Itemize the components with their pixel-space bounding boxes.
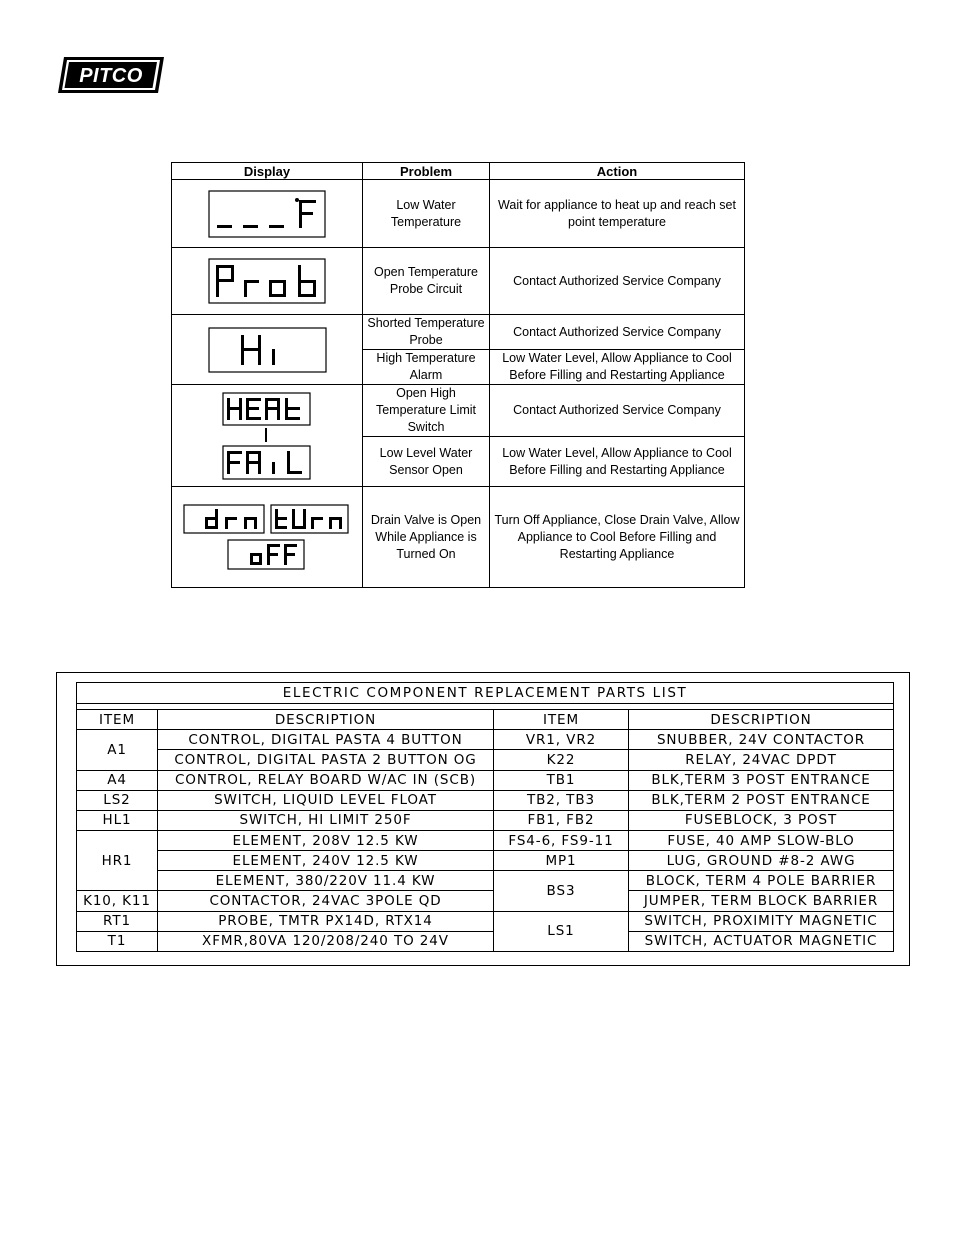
part-item: HR1 bbox=[77, 831, 158, 891]
trouble-header-row bbox=[172, 163, 745, 180]
problem-cell: Low Water Temperature bbox=[363, 180, 490, 248]
parts-row bbox=[77, 790, 894, 810]
part-description: LUG, GROUND #8-2 AWG bbox=[629, 851, 894, 871]
part-description: SWITCH, LIQUID LEVEL FLOAT bbox=[158, 790, 494, 810]
problem-cell: Shorted Temperature Probe bbox=[363, 315, 490, 350]
parts-row bbox=[77, 851, 894, 871]
part-item: VR1, VR2 bbox=[494, 730, 629, 750]
header-item-right: ITEM bbox=[494, 710, 629, 730]
action-cell: Contact Authorized Service Company bbox=[490, 248, 745, 315]
part-item: TB2, TB3 bbox=[494, 790, 629, 810]
problem-cell: Drain Valve is Open While Appliance is Turned On bbox=[363, 487, 490, 588]
problem-cell: Open High Temperature Limit Switch bbox=[363, 385, 490, 437]
part-item: LS2 bbox=[77, 790, 158, 810]
trouble-row bbox=[172, 487, 745, 588]
part-description: SWITCH, PROXIMITY MAGNETIC bbox=[629, 911, 894, 931]
header-action: Action bbox=[490, 163, 745, 180]
part-description: ELEMENT, 240V 12.5 KW bbox=[158, 851, 494, 871]
header-description-right: DESCRIPTION bbox=[629, 710, 894, 730]
part-item: T1 bbox=[77, 931, 158, 951]
parts-row bbox=[77, 810, 894, 830]
part-description: CONTROL, DIGITAL PASTA 2 BUTTON OG bbox=[158, 750, 494, 770]
action-cell: Wait for appliance to heat up and reach set point temperature bbox=[490, 180, 745, 248]
part-description: CONTACTOR, 24VAC 3POLE QD bbox=[158, 891, 494, 911]
part-description: BLK,TERM 3 POST ENTRANCE bbox=[629, 770, 894, 790]
logo-text: PITCO bbox=[79, 65, 143, 87]
part-item: LS1 bbox=[494, 911, 629, 951]
part-item: HL1 bbox=[77, 810, 158, 830]
part-item: RT1 bbox=[77, 911, 158, 931]
part-description: CONTROL, DIGITAL PASTA 4 BUTTON bbox=[158, 730, 494, 750]
pitco-logo bbox=[56, 56, 166, 94]
display-hi bbox=[208, 327, 327, 373]
parts-header-row bbox=[77, 710, 894, 730]
part-item: K10, K11 bbox=[77, 891, 158, 911]
part-description: FUSE, 40 AMP SLOW-BLO bbox=[629, 831, 894, 851]
part-description: SWITCH, HI LIMIT 250F bbox=[158, 810, 494, 830]
display-low-temp bbox=[208, 190, 326, 238]
part-item: BS3 bbox=[494, 871, 629, 911]
trouble-row bbox=[172, 248, 745, 315]
parts-list-title: ELECTRIC COMPONENT REPLACEMENT PARTS LIST bbox=[77, 683, 894, 704]
header-display: Display bbox=[172, 163, 363, 180]
part-description: BLK,TERM 2 POST ENTRANCE bbox=[629, 790, 894, 810]
part-description: FUSEBLOCK, 3 POST bbox=[629, 810, 894, 830]
part-description: XFMR,80VA 120/208/240 TO 24V bbox=[158, 931, 494, 951]
parts-row bbox=[77, 931, 894, 951]
part-description: SNUBBER, 24V CONTACTOR bbox=[629, 730, 894, 750]
part-description: RELAY, 24VAC DPDT bbox=[629, 750, 894, 770]
parts-row bbox=[77, 871, 894, 891]
action-cell: Low Water Level, Allow Appliance to Cool Before Filling and Restarting Appliance bbox=[490, 350, 745, 385]
action-cell: Turn Off Appliance, Close Drain Valve, Allow Appliance to Cool Before Filling and Restarting Appliance bbox=[490, 487, 745, 588]
parts-row bbox=[77, 770, 894, 790]
display-cell bbox=[172, 180, 363, 248]
display-cell bbox=[172, 385, 363, 487]
part-description: JUMPER, TERM BLOCK BARRIER bbox=[629, 891, 894, 911]
part-item: K22 bbox=[494, 750, 629, 770]
parts-row bbox=[77, 831, 894, 851]
display-cell bbox=[172, 248, 363, 315]
part-item: A4 bbox=[77, 770, 158, 790]
part-description: ELEMENT, 208V 12.5 KW bbox=[158, 831, 494, 851]
action-cell: Low Water Level, Allow Appliance to Cool Before Filling and Restarting Appliance bbox=[490, 437, 745, 487]
problem-cell: Low Level Water Sensor Open bbox=[363, 437, 490, 487]
part-item: MP1 bbox=[494, 851, 629, 871]
part-description: BLOCK, TERM 4 POLE BARRIER bbox=[629, 871, 894, 891]
parts-row bbox=[77, 891, 894, 911]
header-item-left: ITEM bbox=[77, 710, 158, 730]
action-cell: Contact Authorized Service Company bbox=[490, 315, 745, 350]
parts-title-row bbox=[77, 683, 894, 704]
display-drn-turn-off bbox=[183, 504, 351, 570]
display-heat-fail bbox=[222, 392, 312, 480]
part-item: A1 bbox=[77, 730, 158, 770]
part-item: FB1, FB2 bbox=[494, 810, 629, 830]
troubleshooting-table bbox=[171, 162, 745, 588]
parts-row bbox=[77, 750, 894, 770]
display-prob bbox=[208, 258, 326, 304]
trouble-row bbox=[172, 180, 745, 248]
display-cell bbox=[172, 487, 363, 588]
part-description: ELEMENT, 380/220V 11.4 KW bbox=[158, 871, 494, 891]
part-item: FS4-6, FS9-11 bbox=[494, 831, 629, 851]
display-cell bbox=[172, 315, 363, 385]
trouble-row bbox=[172, 315, 745, 350]
part-item: TB1 bbox=[494, 770, 629, 790]
parts-row bbox=[77, 730, 894, 750]
part-description: PROBE, TMTR PX14D, RTX14 bbox=[158, 911, 494, 931]
action-cell: Contact Authorized Service Company bbox=[490, 385, 745, 437]
problem-cell: Open Temperature Probe Circuit bbox=[363, 248, 490, 315]
trouble-row bbox=[172, 385, 745, 437]
parts-list-table bbox=[76, 682, 894, 952]
parts-row bbox=[77, 911, 894, 931]
header-description-left: DESCRIPTION bbox=[158, 710, 494, 730]
part-description: SWITCH, ACTUATOR MAGNETIC bbox=[629, 931, 894, 951]
part-description: CONTROL, RELAY BOARD W/AC IN (SCB) bbox=[158, 770, 494, 790]
problem-cell: High Temperature Alarm bbox=[363, 350, 490, 385]
header-problem: Problem bbox=[363, 163, 490, 180]
